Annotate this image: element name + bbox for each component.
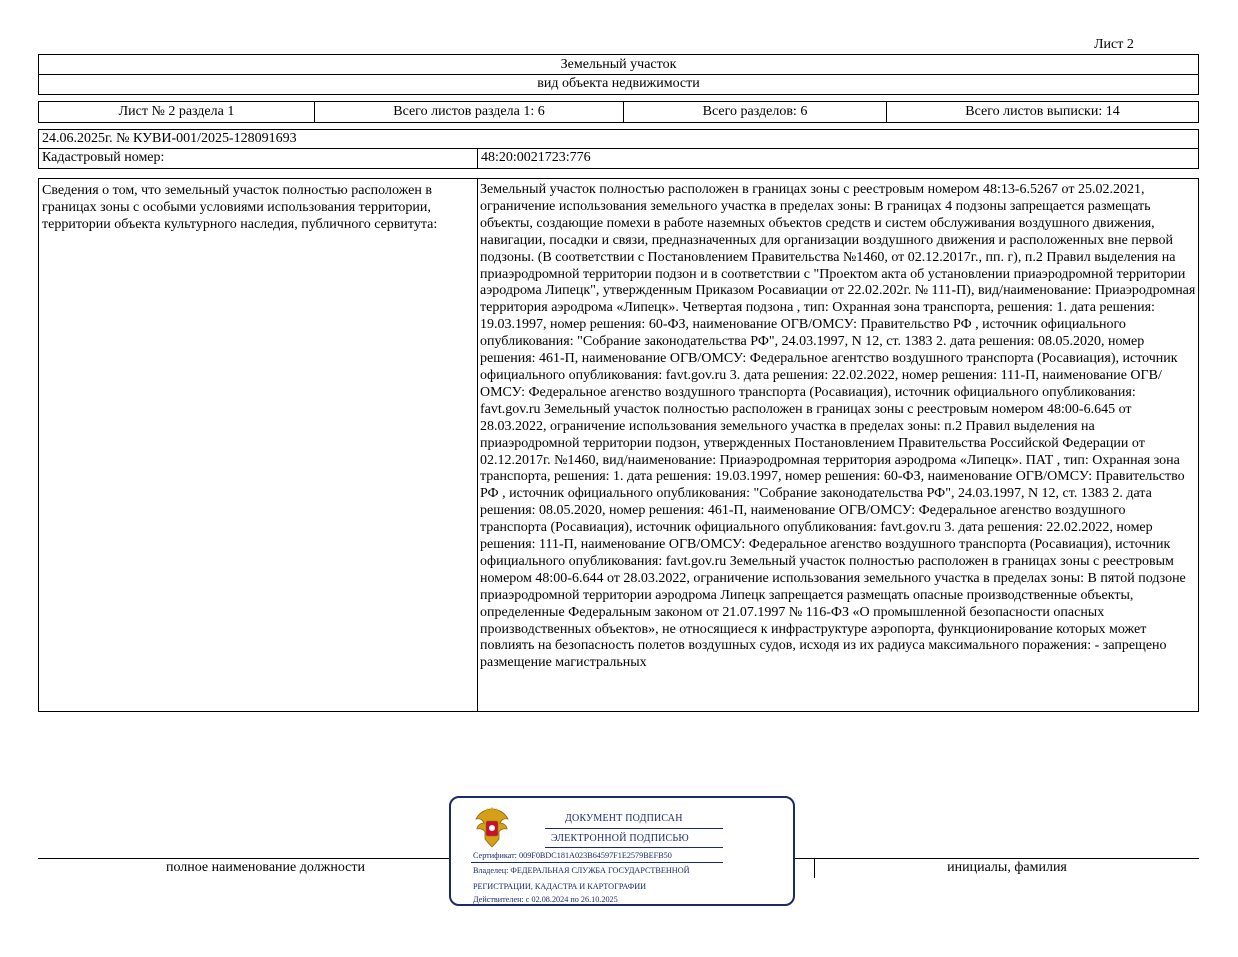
object-kind: вид объекта недвижимости [38, 75, 1199, 95]
object-name: Земельный участок [38, 54, 1199, 75]
cadastral-value: 48:20:0021723:776 [481, 150, 591, 165]
stamp-validity: Действителен: с 02.08.2024 по 26.10.2025 [473, 895, 618, 904]
sheet-label: Лист 2 [1094, 37, 1134, 52]
stamp-divider [545, 847, 723, 848]
meta-row [38, 101, 1199, 123]
position-label: полное наименование должности [38, 858, 494, 878]
record-id: 24.06.2025г. № КУВИ-001/2025-128091693 [38, 129, 1199, 149]
section-sheet: Лист № 2 раздела 1 [39, 102, 315, 122]
section-total: Всего листов раздела 1: 6 [315, 102, 624, 122]
stamp-certificate: Сертификат: 009F0BDC181A023B64597F1E2579BEFB50 [473, 851, 672, 860]
cadastral-row [38, 149, 1199, 169]
extract-total: Всего листов выписки: 14 [965, 104, 1120, 119]
name-label: инициалы, фамилия [814, 858, 1199, 878]
coat-of-arms-icon [471, 805, 513, 851]
zone-info-label: Сведения о том, что земельный участок полностью расположен в границах зоны с особыми условиями использования территории, территории объекта культурного наследия, публичного сервитута: [39, 179, 478, 711]
stamp-title-line2: ЭЛЕКТРОННОЙ ПОДПИСЬЮ [551, 833, 689, 844]
stamp-divider [545, 828, 723, 829]
sections-total: Всего разделов: 6 [624, 102, 887, 122]
stamp-owner-line2: РЕГИСТРАЦИИ, КАДАСТРА И КАРТОГРАФИИ [473, 882, 647, 891]
stamp-owner-line1: Владелец: ФЕДЕРАЛЬНАЯ СЛУЖБА ГОСУДАРСТВЕННОЙ [473, 866, 690, 875]
cadastral-label: Кадастровый номер: [39, 149, 478, 168]
zone-info-text: Земельный участок полностью расположен в границах зоны с реестровым номером 48:13-6.5267 от 25.02.2021, ограничение использования земельного участка в пределах зоны: В границах 4 подзоны запрещается размещать объекты, создающие помехи в работе наземных объектов средств и систем обслуживания воздушного движения, навигации, посадки и связи, предназначенных для организации воздушного движения и расположенных вне первой подзоны. (В соответствии с Постановлением Правительства №1460, от 02.12.2017г., пп. г), п.2 Правил выделения на приаэродромной территории подзон и в соответствии с "Проектом акта об установлении приаэродромной территории аэродрома Липецк", утвержденным Приказом Росавиации от 22.02.202г. № 111-П), вид/наименование: Приаэродромная территория аэродрома «Липецк». Четвертая подзона , тип: Охранная зона транспорта, решения: 1. дата решения: 19.03.1997, номер решения: 60-ФЗ, наименование ОГВ/ОМСУ: Правительство РФ , источник официального опубликования: "Собрание законодательства РФ", 24.03.1997, N 12, ст. 1383 2. дата решения: 08.05.2020, номер решения: 461-П, наименование ОГВ/ОМСУ: Федеральное агентство воздушного транспорта (Росавиация), источник официального опубликования: favt.gov.ru 3. дата решения: 22.02.2022, номер решения: 111-П, наименование ОГВ/ОМСУ: Федеральное агенство воздушного транспорта (Росавиация), источник официального опубликования: favt.gov.ru Земельный участок полностью расположен в границах зоны с реестровым номером 48:00-6.645 от 28.03.2022, ограничение использования земельного участка в пределах зоны: п.2 Правил выделения на приаэродромной территории подзон, утвержденных Постановлением Правительства Российской Федерации от 02.12.2017г. №1460, вид/наименование: Приаэродромная территория аэродрома «Липецк». ПАТ , тип: Охранная зона транспорта, решения: 1. дата решения: 19.03.1997, номер решения: 60-ФЗ, наименование ОГВ/ОМСУ: Правительство РФ , источник официального опубликования: "Собрание законодательства РФ", 24.03.1997, N 12, ст. 1383 2. дата решения: 08.05.2020, номер решения: 461-П, наименование ОГВ/ОМСУ: Федеральное агенство воздушного транспорта (Росавиация), источник официального опубликования: favt.gov.ru 3. дата решения: 22.02.2022, номер решения: 111-П, наименование ОГВ/ОМСУ: Федеральное агенство воздушного транспорта (Росавиация), источник официального опубликования: favt.gov.ru Земельный участок полностью расположен в границах зоны с реестровым номером 48:00-6.644 от 28.03.2022, ограничение использования земельного участка в пределах зоны: В пятой подзоне приаэродромной территории аэродрома Липецк запрещается размещать опасные производственные объекты, определенные Федеральным законом от 21.07.1997 № 116-ФЗ «О промышленной безопасности опасных производственных объектов», не относящиеся к инфраструктуре аэропорта, функционирование которых может повлиять на безопасность полетов воздушных судов, исходя из их радиуса максимального поражения: - запрещено размещение магистральных [480, 182, 1196, 671]
electronic-signature-stamp [449, 796, 795, 906]
stamp-title-line1: ДОКУМЕНТ ПОДПИСАН [565, 813, 683, 824]
zone-info-table [38, 178, 1199, 712]
stamp-divider [471, 862, 723, 863]
